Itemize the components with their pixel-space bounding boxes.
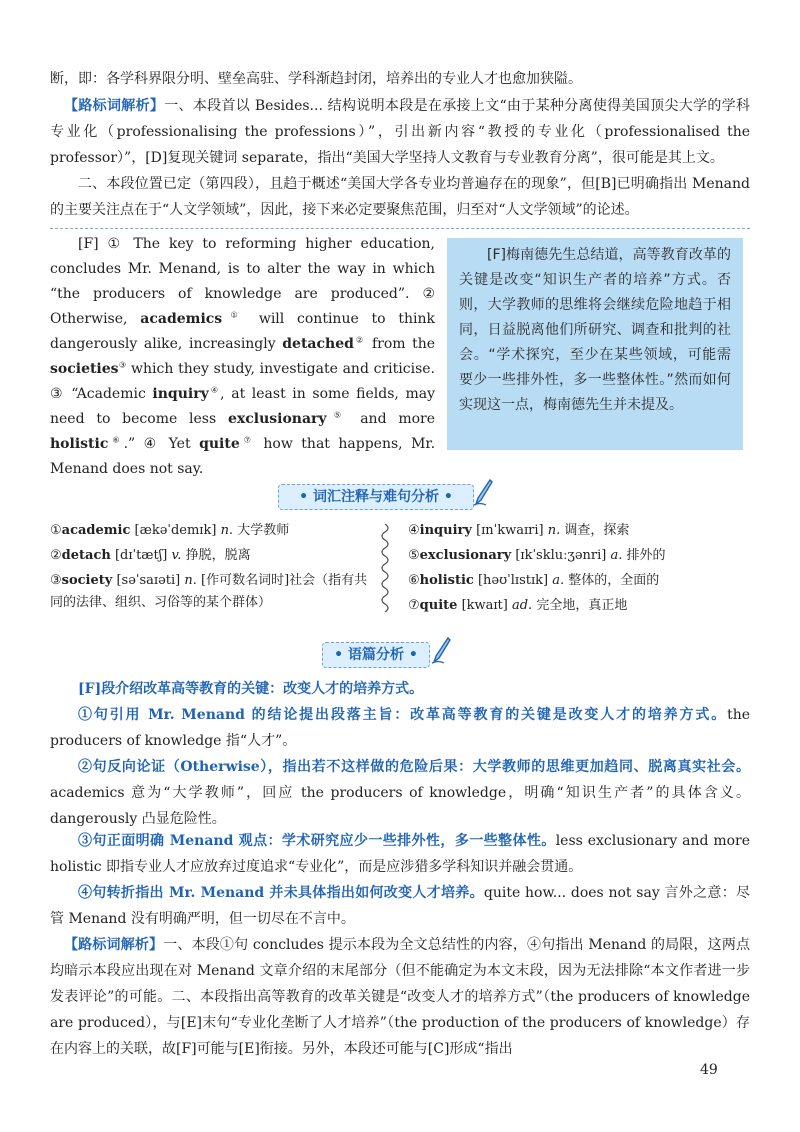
analysis-highlight: ④句转折指出 Mr. Menand 并未具体指出如何改变人才培养。 xyxy=(78,885,484,901)
sentence-1: [F] ① The key to reforming higher education, concludes Mr. Menand, is to alter the way in which “the producers of knowledge are produced”. ② Otherwise, xyxy=(50,236,435,327)
analysis-banner: • 语篇分析 • xyxy=(322,642,430,668)
roadmap-text: 一、本段首以 Besides... 结构说明本段是在承接上文“由于某种分离使得美国顶尖大学的学科专业化（professionalising the professions）”，引出新内容“教授的专业化（professionalised the professor）”，[D]复现关键词 separate，指出“美国大学坚持人文教育与专业教育分离”，很可能是其上文。 xyxy=(50,98,750,166)
vocab-def: [作可数名词时]社会（指有共同的法律、组织、习俗等的某个群体） xyxy=(50,573,368,610)
vocab-num: ⑦ xyxy=(408,598,420,613)
analysis-text: less exclusionary and more holistic 即指专业人才应放弃过度追求“专业化”，而是应涉猎多学科知识并融会贯通。 xyxy=(50,833,750,875)
sentence-3b: , at least in some fields, may need to become less xyxy=(50,386,435,427)
vocab-def: 挣脱，脱离 xyxy=(185,548,251,563)
vocab-def: 大学教师 xyxy=(237,523,290,538)
roadmap-text: 一、本段①句 concludes 提示本段为全文总结性的内容，④句指出 Menand 的局限，这两点均暗示本段应出现在对 Menand 文章介绍的末尾部分（但不能确定为本文末段，因为无法排除“本文作者进一步发表评论”的可能。二、本段指出高等教育的改革关键是“改变人才的培养方式”（the producers of knowledge are produced），与[E]末句“专业化垄断了人才培养”（the production of the producers of knowledge）存在内容上的关联，故[F]可能与[E]衔接。另外，本段还可能与[C]形成“指出 xyxy=(50,937,750,1057)
vocab-word: exclusionary xyxy=(419,548,512,563)
vocab-pos: v. xyxy=(171,548,182,563)
vocab-num: ② xyxy=(50,548,62,563)
roadmap-analysis-1 xyxy=(50,93,750,171)
spiral-divider-icon xyxy=(378,522,392,618)
vocab-banner: • 词汇注释与难句分析 • xyxy=(278,484,474,510)
vocab-def: 调查，探索 xyxy=(564,523,630,538)
vocab-num: ① xyxy=(50,523,62,538)
analysis-text: academics 意为“大学教师”，回应 the producers of knowledge，明确“知识生产者”的具体含义。dangerously 凸显危险性。 xyxy=(50,785,750,827)
vocab-ipa: [ækəˈdemɪk] xyxy=(134,523,217,538)
vocab-def: 整体的，全面的 xyxy=(568,573,660,588)
note-marker-3: ③ xyxy=(118,360,127,370)
vocab-word-exclusionary: exclusionary xyxy=(227,411,327,427)
pen-icon xyxy=(472,478,494,506)
section-divider xyxy=(50,228,750,229)
note-marker-1: ① xyxy=(222,310,247,320)
vocab-ipa: [ɪkˈskluːʒənri] xyxy=(515,548,607,563)
sentence-3c: and more xyxy=(348,411,436,427)
page-number: 49 xyxy=(700,1062,718,1078)
translation-text: [F]梅南德先生总结道，高等教育改革的关键是改变“知识生产者的培养”方式。否则，大学教师的思维将会继续危险地趋于相同，日益脱离他们所研究、调查和批判的社会。“学术探究，至少在某些领域，可能需要少一些排外性，多一些整体性。”然而如何实现这一点，梅南德先生并未提及。 xyxy=(459,247,731,413)
roadmap-tag: 【路标词解析】 xyxy=(64,937,164,953)
vocab-num: ⑥ xyxy=(408,573,420,588)
vocab-word: quite xyxy=(419,598,458,613)
vocab-list-right xyxy=(408,520,753,617)
vocab-word: detach xyxy=(61,548,111,563)
analysis-sentence-3 xyxy=(50,828,750,880)
roadmap-analysis-3 xyxy=(50,932,750,1062)
note-marker-5: ⑤ xyxy=(326,410,349,420)
vocab-word: inquiry xyxy=(419,523,472,538)
passage-english xyxy=(50,232,435,482)
vocab-ipa: [ɪnˈkwaɪri] xyxy=(476,523,544,538)
vocab-num: ④ xyxy=(408,523,420,538)
vocab-pos: a. xyxy=(610,548,623,563)
vocab-item xyxy=(408,570,753,592)
note-marker-7: ⑦ xyxy=(239,435,255,445)
vocab-word: holistic xyxy=(419,573,474,588)
note-marker-4: ④ xyxy=(208,385,221,395)
vocab-word-inquiry: inquiry xyxy=(152,386,209,402)
vocab-item xyxy=(50,570,375,614)
sentence-2: will continue to think dangerously alike, increasingly xyxy=(50,311,436,352)
vocab-num: ③ xyxy=(50,573,62,588)
vocab-def: 完全地，真正地 xyxy=(536,598,628,613)
vocab-ipa: [həʊˈlɪstɪk] xyxy=(477,573,549,588)
text-continuation: 断，即：各学科界限分明、壁垒高驻、学科渐趋封闭，培养出的专业人才也愈加狭隘。 xyxy=(50,71,582,87)
vocab-item xyxy=(408,545,753,567)
vocab-item xyxy=(408,520,753,542)
vocab-word-holistic: holistic xyxy=(50,436,109,452)
vocab-item xyxy=(408,595,753,617)
analysis-sentence-4 xyxy=(50,880,750,932)
vocab-pos: ad. xyxy=(511,598,533,613)
vocab-pos: n. xyxy=(184,573,197,588)
vocab-word-detached: detached xyxy=(282,336,354,352)
vocab-word: society xyxy=(61,573,113,588)
analysis-text: quite how... does not say 言外之意：尽管 Menand 没有明确严明，但一切尽在不言中。 xyxy=(50,885,750,927)
analysis-highlight: ①句引用 Mr. Menand 的结论提出段落主旨：改革高等教育的关键是改变人才的培养方式。 xyxy=(78,707,728,723)
vocab-ipa: [səˈsaɪəti] xyxy=(116,573,181,588)
vocab-ipa: [kwaɪt] xyxy=(461,598,508,613)
roadmap-tag: 【路标词解析】 xyxy=(64,98,165,114)
sentence-4: .” ④ Yet xyxy=(123,436,191,452)
vocab-num: ⑤ xyxy=(408,548,420,563)
analysis-sentence-2 xyxy=(50,754,750,832)
analysis-intro xyxy=(50,676,750,702)
note-marker-6: ⑥ xyxy=(108,435,124,445)
vocab-item xyxy=(50,520,375,542)
vocab-ipa: [dɪˈtætʃ] xyxy=(114,548,168,563)
roadmap-analysis-2: 二、本段位置已定（第四段），且趋于概述“美国大学各专业均普遍存在的现象”，但[B]已明确指出 Menand 的主要关注点在于“人文学领域”，因此，接下来必定要聚焦范围，归至对“人文学领域”的论述。 xyxy=(50,176,750,218)
analysis-highlight: ②句反向论证（Otherwise），指出若不这样做的危险后果：大学教师的思维更加趋同、脱离真实社会。 xyxy=(78,759,750,775)
vocab-word-academics: academics xyxy=(140,311,223,327)
sentence-4b: how that happens, Mr. Menand does not say. xyxy=(50,436,436,477)
vocab-pos: a. xyxy=(552,573,565,588)
vocab-word-quite: quite xyxy=(199,436,240,452)
vocab-list-left xyxy=(50,520,375,614)
vocab-word-societies: societies xyxy=(50,361,119,377)
vocab-def: 排外的 xyxy=(626,548,666,563)
passage-translation xyxy=(447,238,743,450)
sentence-2b: from the xyxy=(365,336,436,352)
analysis-text: the producers of knowledge 指“人才”。 xyxy=(50,707,750,749)
vocab-item xyxy=(50,545,375,567)
vocab-word: academic xyxy=(61,523,131,538)
sentence-3: which they study, investigate and criticise. ③ “Academic xyxy=(50,361,435,402)
analysis-intro-text: [F]段介绍改革高等教育的关键：改变人才的培养方式。 xyxy=(78,681,424,697)
pen-icon xyxy=(430,636,452,664)
analysis-sentence-1 xyxy=(50,702,750,754)
analysis-highlight: ③句正面明确 Menand 观点：学术研究应少一些排外性，多一些整体性。 xyxy=(78,833,556,849)
note-marker-2: ② xyxy=(353,335,366,345)
vocab-pos: n. xyxy=(547,523,561,538)
vocab-pos: n. xyxy=(220,523,234,538)
